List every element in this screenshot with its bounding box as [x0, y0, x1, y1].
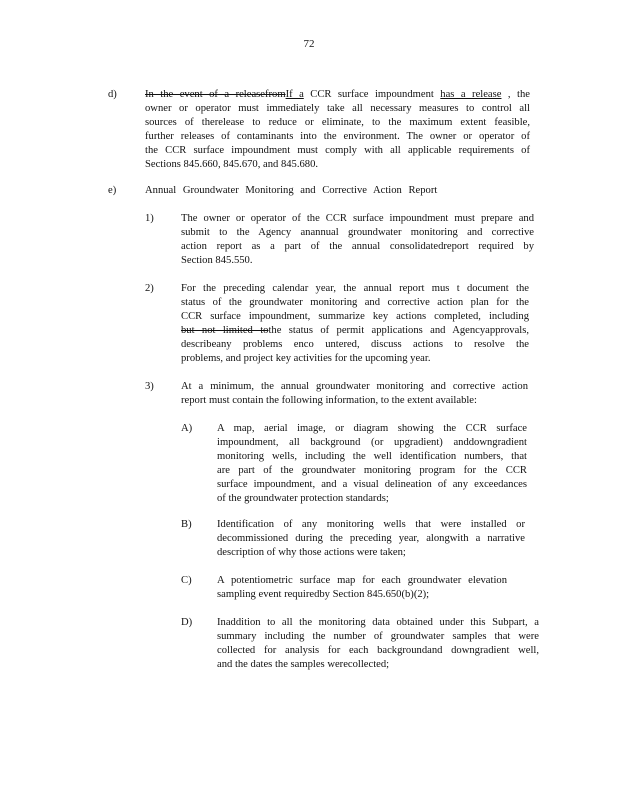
text-line: problems, and project key activities for the upcoming year.	[181, 353, 431, 364]
text-line: action report as a part of the annual consolidatedreport required by	[181, 241, 534, 252]
item-d-label: d)	[108, 89, 117, 100]
item-e2-label: 2)	[145, 283, 154, 294]
text-line: Identification of any monitoring wells that were installed or	[217, 519, 525, 530]
text-line: status of the groundwater monitoring and corrective action plan for the	[181, 297, 529, 308]
item-A-label: A)	[181, 423, 193, 434]
page-number: 72	[303, 38, 315, 50]
text-line: and the dates the samples werecollected;	[217, 659, 390, 670]
deleted-text: but not limited to	[181, 325, 269, 336]
text-run: , the	[501, 89, 530, 100]
text-line: A potentiometric surface map for each groundwater elevation	[217, 575, 507, 586]
text-line: the CCR surface impoundment must comply with all applicable requirements of	[145, 145, 530, 156]
text-run: CCR surface impoundment	[303, 89, 441, 100]
text-line: monitoring wells, including the well identification numbers, that	[217, 451, 527, 462]
text-run: the status of permit applications and Agencyapprovals,	[268, 325, 530, 336]
item-B-paragraph	[217, 518, 525, 560]
text-line: decommissioned during the preceding year, alongwith a narrative	[217, 533, 525, 544]
item-D-paragraph	[217, 616, 539, 672]
text-line: At a minimum, the annual groundwater monitoring and corrective action	[181, 381, 528, 392]
item-C-paragraph	[217, 574, 507, 602]
text-line: further releases of contaminants into the environment. The owner or operator of	[145, 131, 530, 142]
text-line: report must contain the following information, to the extent available:	[181, 395, 477, 406]
text-line: Sections 845.660, 845.670, and 845.680.	[145, 159, 319, 170]
item-e3-label: 3)	[145, 381, 154, 392]
item-D-label: D)	[181, 617, 193, 628]
text-line: submit to the Agency anannual groundwater monitoring and corrective	[181, 227, 534, 238]
item-e1-label: 1)	[145, 213, 154, 224]
item-C-label: C)	[181, 575, 192, 586]
item-A-paragraph	[217, 422, 527, 506]
item-e-label: e)	[108, 185, 117, 196]
text-line: CCR surface impoundment, summarize key actions completed, including	[181, 311, 529, 322]
text-line: describeany problems enco untered, discuss actions to resolve the	[181, 339, 529, 350]
text-line: For the preceding calendar year, the annual report mus t document the	[181, 283, 529, 294]
text-line: sources of therelease to reduce or eliminate, to the maximum extent feasible,	[145, 117, 530, 128]
text-line: impoundment, all background (or upgradient) anddowngradient	[217, 437, 527, 448]
item-e2-paragraph	[181, 282, 529, 366]
text-line: are part of the groundwater monitoring program for the CCR	[217, 465, 527, 476]
inserted-text: has a release	[440, 89, 502, 100]
item-e-title: Annual Groundwater Monitoring and Corrective Action Report	[145, 185, 438, 196]
deleted-text: In the event of a releasefrom	[145, 89, 286, 100]
inserted-text: If a	[285, 89, 304, 100]
item-e3-paragraph	[181, 380, 528, 408]
text-line: surface impoundment, and a visual delineation of any exceedances	[217, 479, 527, 490]
text-line: Section 845.550.	[181, 255, 253, 266]
text-line: A map, aerial image, or diagram showing the CCR surface	[217, 423, 527, 434]
text-line: summary including the number of groundwater samples that were	[217, 631, 539, 642]
text-line	[181, 324, 529, 338]
text-line: owner or operator must immediately take all necessary measures to control all	[145, 103, 530, 114]
item-B-label: B)	[181, 519, 192, 530]
item-d-paragraph	[145, 88, 530, 172]
text-line: description of why those actions were taken;	[217, 547, 406, 558]
text-line: The owner or operator of the CCR surface impoundment must prepare and	[181, 213, 534, 224]
text-line: Inaddition to all the monitoring data obtained under this Subpart, a	[217, 617, 539, 628]
text-line: of the groundwater protection standards;	[217, 493, 389, 504]
text-line: collected for analysis for each backgroundand downgradient well,	[217, 645, 539, 656]
item-d-line-1	[145, 88, 530, 102]
item-e1-paragraph	[181, 212, 534, 268]
text-line: sampling event requiredby Section 845.650(b)(2);	[217, 589, 430, 600]
